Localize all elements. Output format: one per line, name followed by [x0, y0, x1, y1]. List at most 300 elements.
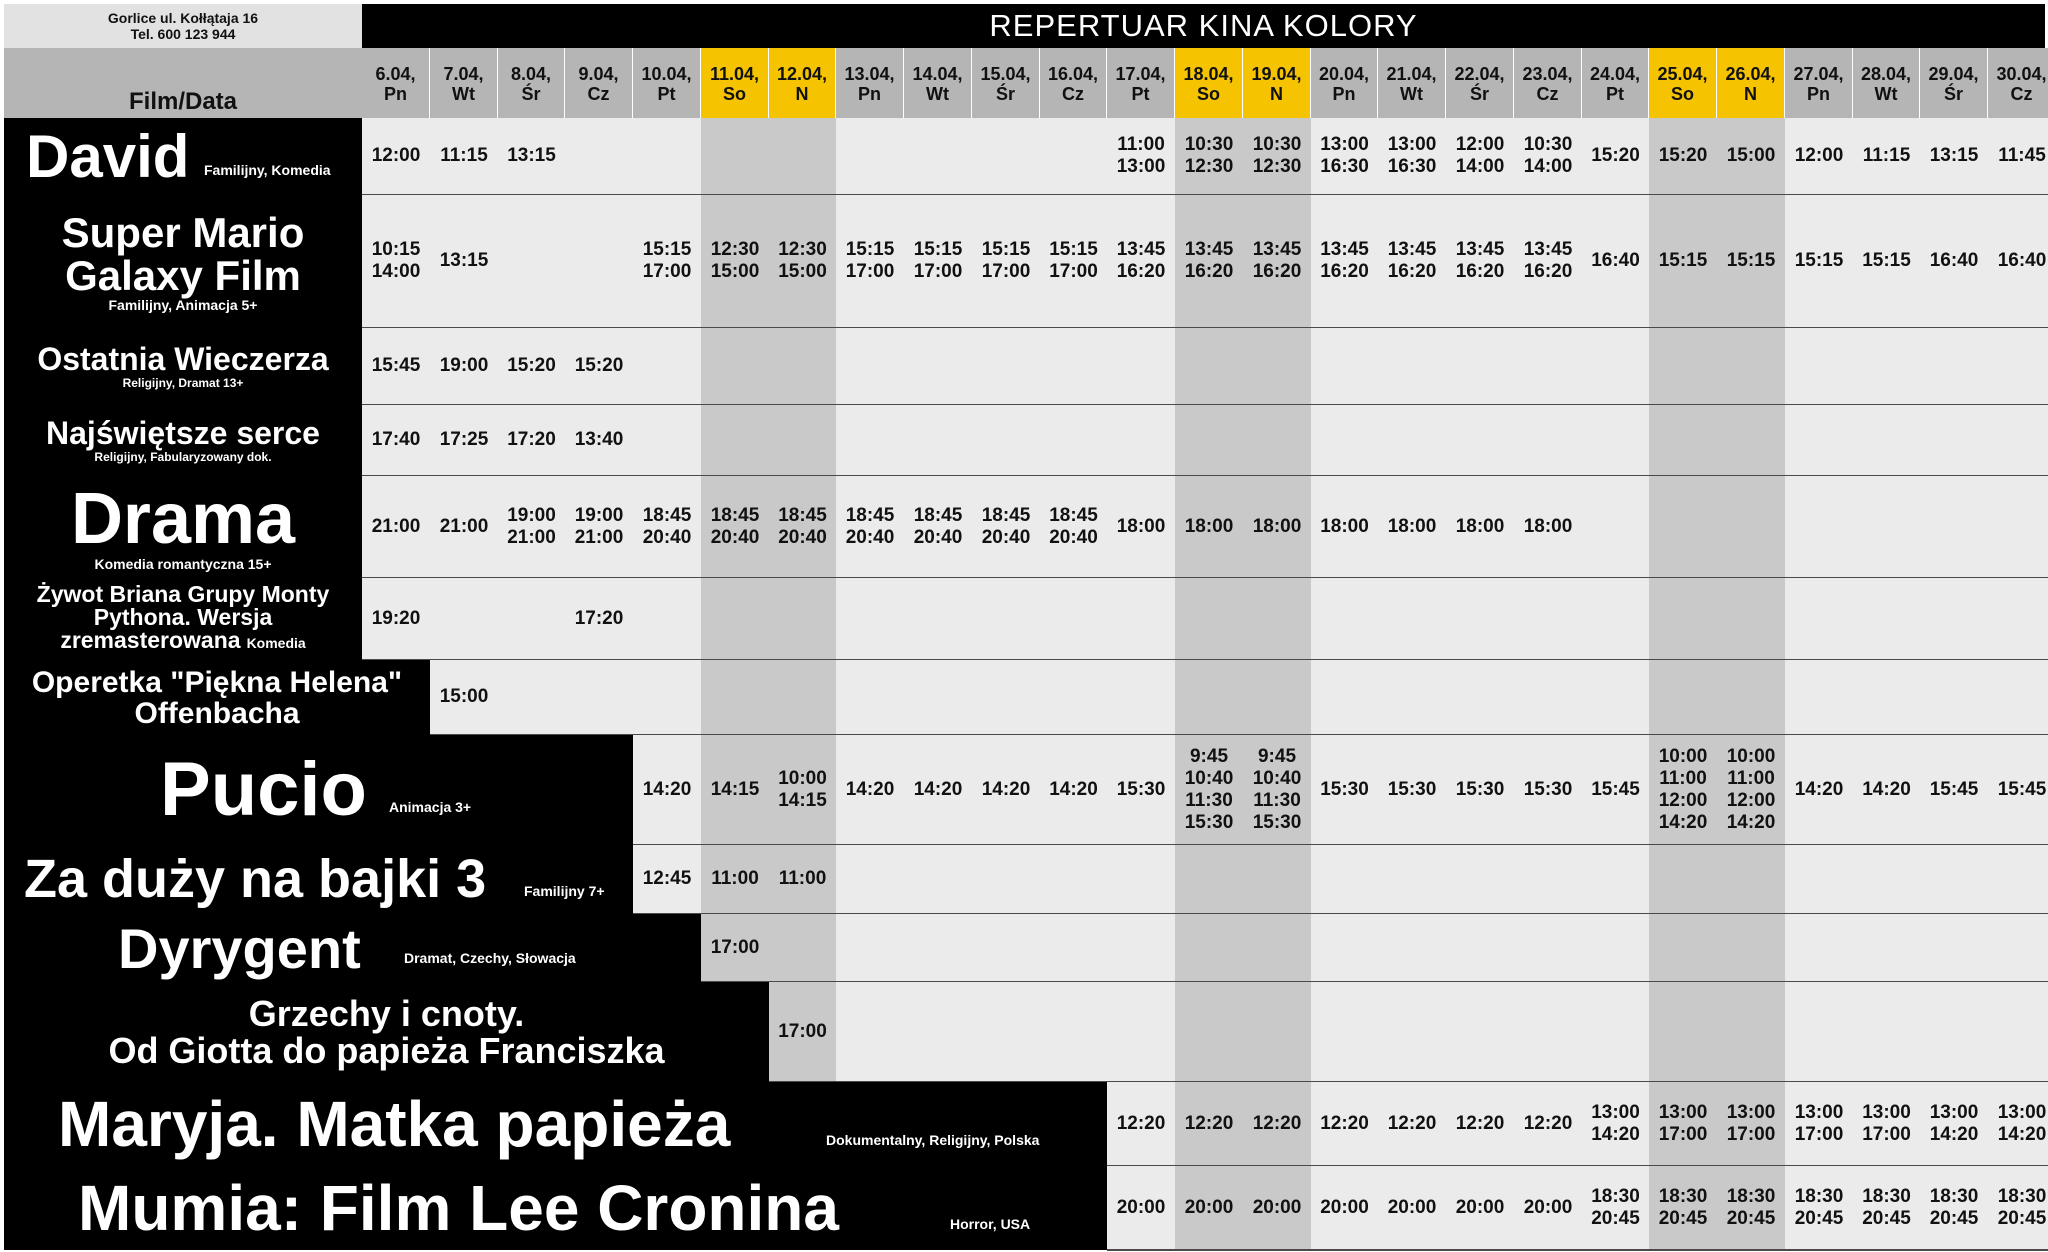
showtime: 18:00	[1387, 515, 1437, 537]
showtime-cell	[1717, 982, 1785, 1082]
showtime-cell	[1378, 1166, 1446, 1250]
showtime: 15:30	[1320, 778, 1369, 800]
showtime: 19:00	[574, 504, 624, 526]
showtime: 13:45	[1252, 239, 1302, 260]
showtime-cell	[1107, 1166, 1175, 1250]
showtime-cell	[1107, 195, 1175, 328]
showtime-cell	[633, 578, 701, 660]
showtime: 13:00	[1591, 1101, 1640, 1123]
showtime: 20:00	[1252, 1196, 1302, 1218]
showtime-cell	[1107, 118, 1175, 195]
film-title: Super Mario	[61, 208, 305, 256]
showtime: 18:00	[1523, 515, 1573, 537]
showtime: 16:40	[1997, 250, 2047, 271]
date-label: 18.04,	[1183, 64, 1234, 84]
showtime-cell	[769, 735, 836, 845]
showtime: 11:00	[778, 868, 827, 889]
showtime: 18:00	[1320, 515, 1369, 537]
showtime-cell	[1582, 195, 1649, 328]
showtime: 12:00	[1455, 134, 1505, 155]
showtime: 13:00	[1862, 1101, 1911, 1123]
showtime-cell	[1107, 328, 1175, 405]
showtime: 20:45	[1862, 1207, 1911, 1229]
showtime-cell	[1582, 660, 1649, 735]
showtime: 17:00	[1658, 1123, 1708, 1145]
showtime-cell	[1446, 660, 1514, 735]
showtime: 15:15	[845, 239, 895, 260]
showtime: 17:00	[1049, 261, 1098, 282]
showtime: 17:00	[913, 261, 963, 282]
showtime-cell	[701, 660, 769, 735]
showtime-cell	[565, 578, 633, 660]
date-header-21	[1378, 48, 1445, 118]
showtime: 17:00	[710, 936, 760, 958]
showtime: 18:30	[1929, 1185, 1979, 1207]
showtime-cell	[1785, 195, 1853, 328]
showtime: 14:20	[1794, 778, 1844, 800]
showtime-cell	[1378, 405, 1446, 476]
showtime-cell	[1988, 1166, 2048, 1250]
showtime-cell	[836, 476, 904, 578]
showtime: 18:00	[1252, 515, 1302, 537]
showtime-cell	[769, 405, 836, 476]
showtime-cell	[1311, 195, 1378, 328]
showtime-cell	[1853, 914, 1920, 982]
showtime-cell	[1988, 405, 2048, 476]
showtime-cell	[1853, 660, 1920, 735]
showtime-cell	[1988, 982, 2048, 1082]
showtime: 19:00	[439, 355, 489, 376]
film-title-cell	[4, 578, 362, 660]
film-genre: Komedia romantyczna 15+	[94, 555, 272, 572]
showtime-cell	[1378, 578, 1446, 660]
showtime-cell	[701, 118, 769, 195]
showtime-cell	[1243, 195, 1311, 328]
showtime: 20:45	[1658, 1207, 1708, 1229]
showtime: 11:15	[1862, 145, 1911, 166]
showtime-cell	[1175, 328, 1243, 405]
date-label: 16.04,	[1047, 64, 1099, 84]
showtime-cell	[1853, 982, 1920, 1082]
showtime: 15:15	[1658, 250, 1708, 271]
showtime-cell	[1175, 845, 1243, 914]
showtime: 11:45	[1998, 145, 2046, 166]
date-header-25	[1649, 48, 1716, 118]
showtime-cell	[1243, 982, 1311, 1082]
showtime-cell	[1920, 405, 1988, 476]
showtime-cell	[430, 578, 498, 660]
showtime-cell	[1311, 1166, 1378, 1250]
date-header-14	[904, 48, 971, 118]
showtime-cell	[1853, 845, 1920, 914]
showtime-cell	[1378, 735, 1446, 845]
showtime: 21:00	[507, 526, 556, 548]
film-title-cell	[4, 735, 633, 845]
showtime-cell	[1649, 845, 1717, 914]
showtime-cell	[1717, 1166, 1785, 1250]
date-label: 22.04,	[1454, 64, 1505, 84]
showtime-cell	[1582, 735, 1649, 845]
showtime-cell	[1988, 328, 2048, 405]
showtime-cell	[1107, 660, 1175, 735]
showtime-cell	[972, 735, 1040, 845]
showtime-cell	[1040, 328, 1107, 405]
showtime: 20:00	[1523, 1196, 1573, 1218]
showtime: 18:45	[913, 504, 963, 526]
date-header-22	[1446, 48, 1513, 118]
showtime-cell	[498, 660, 565, 735]
showtime-cell	[904, 476, 972, 578]
showtime-cell	[701, 735, 769, 845]
showtime-cell	[1175, 660, 1243, 735]
showtime: 15:30	[1252, 811, 1302, 833]
showtime-cell	[1649, 735, 1717, 845]
showtime: 18:45	[642, 504, 692, 526]
showtime-cell	[769, 845, 836, 914]
showtime: 20:40	[981, 526, 1031, 548]
showtime-cell	[1446, 845, 1514, 914]
showtime: 16:20	[1252, 261, 1302, 282]
showtime-cell	[1243, 914, 1311, 982]
showtime: 16:20	[1116, 261, 1166, 282]
showtime-cell	[1175, 476, 1243, 578]
showtime-cell	[633, 845, 701, 914]
showtime: 21:00	[439, 515, 489, 537]
showtime-cell	[1311, 578, 1378, 660]
date-header-7	[430, 48, 497, 118]
showtime: 12:20	[1455, 1112, 1505, 1134]
film-title: Pythona. Wersja	[93, 604, 273, 630]
showtime: 14:00	[1523, 156, 1573, 177]
film-title: Od Giotta do papieża Franciszka	[108, 1030, 665, 1071]
showtime: 20:00	[1116, 1196, 1166, 1218]
showtime: 14:20	[981, 778, 1031, 800]
showtime-cell	[430, 476, 498, 578]
showtime: 9:45	[1189, 745, 1229, 767]
showtime-cell	[1582, 845, 1649, 914]
weekday-label: Pt	[1606, 84, 1624, 104]
film-title: Dyrygent	[118, 916, 361, 980]
showtime-cell	[1175, 195, 1243, 328]
showtime-cell	[498, 195, 565, 328]
showtime: 15:15	[1862, 250, 1911, 271]
showtime-cell	[1446, 405, 1514, 476]
date-label: 24.04,	[1589, 64, 1641, 84]
film-genre: Animacja 3+	[389, 799, 472, 815]
showtime-cell	[362, 476, 430, 578]
showtime: 13:00	[1116, 156, 1166, 177]
weekday-label: So	[1196, 84, 1220, 104]
showtime-cell	[565, 476, 633, 578]
showtime-cell	[1514, 660, 1582, 735]
showtime-cell	[1243, 405, 1311, 476]
showtime: 14:20	[1658, 811, 1708, 833]
showtime: 12:45	[642, 868, 692, 889]
showtime: 11:00	[1727, 767, 1775, 789]
showtime: 12:00	[1658, 789, 1708, 811]
cinema-address-box	[4, 4, 362, 48]
showtime-cell	[430, 195, 498, 328]
film-title: Drama	[70, 478, 296, 559]
date-header-11	[701, 48, 768, 118]
showtime: 15:30	[1387, 778, 1437, 800]
showtime-cell	[1514, 982, 1582, 1082]
showtime-cell	[1446, 328, 1514, 405]
film-genre: Dokumentalny, Religijny, Polska	[826, 1132, 1040, 1148]
showtime: 20:40	[1049, 526, 1098, 548]
film-title-cell	[4, 405, 362, 476]
showtime: 18:30	[1862, 1185, 1911, 1207]
showtime-cell	[1243, 328, 1311, 405]
showtime-cell	[1920, 1166, 1988, 1250]
showtime-cell	[1649, 1166, 1717, 1250]
showtime-cell	[1920, 982, 1988, 1082]
showtime-cell	[1649, 982, 1717, 1082]
showtime-cell	[1446, 1082, 1514, 1166]
showtime: 12:30	[1184, 156, 1234, 177]
showtime-cell	[1785, 476, 1853, 578]
showtime-cell	[1175, 914, 1243, 982]
showtime: 10:30	[1252, 134, 1302, 155]
showtime-cell	[1107, 735, 1175, 845]
showtime: 15:30	[1523, 778, 1573, 800]
weekday-label: Śr	[521, 84, 541, 104]
showtime: 14:15	[778, 789, 827, 811]
showtime: 10:00	[1726, 745, 1776, 767]
showtime-cell	[1175, 1082, 1243, 1166]
showtime-cell	[1785, 1082, 1853, 1166]
showtime-cell	[362, 405, 430, 476]
showtime-cell	[430, 405, 498, 476]
date-label: 20.04,	[1318, 64, 1370, 84]
showtime: 20:45	[1997, 1207, 2047, 1229]
showtime: 20:40	[642, 526, 692, 548]
showtime-cell	[1582, 1166, 1649, 1250]
showtime-cell	[565, 660, 633, 735]
showtime-cell	[701, 845, 769, 914]
showtime: 13:15	[439, 250, 489, 271]
showtime-cell	[836, 578, 904, 660]
showtime-cell	[1107, 405, 1175, 476]
date-label: 21.04,	[1386, 64, 1437, 84]
date-header-17	[1107, 48, 1174, 118]
film-title-cell	[4, 195, 362, 328]
showtime-cell	[1040, 735, 1107, 845]
showtime-cell	[1514, 735, 1582, 845]
showtime-cell	[1175, 735, 1243, 845]
showtime: 12:20	[1387, 1112, 1437, 1134]
film-title-cell	[4, 845, 633, 914]
showtime: 20:00	[1184, 1196, 1234, 1218]
weekday-label: Śr	[1943, 84, 1963, 104]
showtime: 12:20	[1252, 1112, 1302, 1134]
weekday-label: Pn	[383, 84, 407, 104]
page-title: REPERTUAR KINA KOLORY	[362, 4, 2045, 48]
showtime: 18:45	[981, 504, 1031, 526]
film-title: Pucio	[160, 747, 367, 832]
showtime-cell	[1649, 405, 1717, 476]
date-header-24	[1582, 48, 1648, 118]
showtime-cell	[565, 405, 633, 476]
showtime: 10:30	[1184, 134, 1234, 155]
showtime-cell	[498, 476, 565, 578]
showtime-cell	[1446, 1166, 1514, 1250]
showtime: 15:00	[710, 261, 760, 282]
showtime: 17:00	[1726, 1123, 1776, 1145]
showtime-cell	[1920, 660, 1988, 735]
showtime: 12:00	[371, 145, 421, 166]
showtime: 17:00	[1794, 1123, 1844, 1145]
showtime-cell	[972, 660, 1040, 735]
showtime: 17:20	[574, 607, 624, 629]
date-label: 13.04,	[844, 64, 895, 84]
showtime-cell	[1785, 735, 1853, 845]
weekday-label: So	[722, 84, 746, 104]
showtime: 15:15	[1726, 250, 1776, 271]
showtime-cell	[836, 405, 904, 476]
showtime-cell	[1582, 914, 1649, 982]
date-header-28	[1853, 48, 1919, 118]
showtime-cell	[1514, 118, 1582, 195]
showtime-cell	[1988, 735, 2048, 845]
showtime: 15:45	[1591, 778, 1640, 800]
film-title: Ostatnia Wieczerza	[37, 341, 329, 377]
showtime-cell	[1649, 578, 1717, 660]
showtime-cell	[1785, 118, 1853, 195]
showtime: 11:30	[1185, 789, 1233, 811]
weekday-label: Cz	[2010, 84, 2033, 104]
showtime-cell	[1040, 914, 1107, 982]
showtime-cell	[1311, 735, 1378, 845]
showtime: 21:00	[371, 515, 421, 537]
showtime-cell	[836, 845, 904, 914]
showtime-cell	[701, 914, 769, 982]
showtime: 18:45	[710, 504, 760, 526]
film-genre: Komedia	[246, 635, 306, 651]
showtime: 10:00	[1658, 745, 1708, 767]
showtime: 15:00	[778, 261, 827, 282]
showtime-cell	[836, 735, 904, 845]
date-label: 26.04,	[1725, 64, 1776, 84]
showtime-cell	[972, 845, 1040, 914]
showtime-cell	[1649, 660, 1717, 735]
showtime: 15:20	[507, 355, 556, 376]
showtime-cell	[1378, 118, 1446, 195]
showtime: 17:00	[981, 261, 1031, 282]
showtime: 13:45	[1320, 239, 1369, 260]
showtime-cell	[1717, 914, 1785, 982]
showtime: 10:40	[1252, 767, 1302, 789]
showtime-cell	[1853, 1166, 1920, 1250]
showtime: 15:15	[981, 239, 1031, 260]
film-title-cell	[4, 660, 430, 735]
showtime-cell	[904, 578, 972, 660]
film-title-cell	[4, 476, 362, 578]
showtime: 18:00	[1455, 515, 1505, 537]
showtime-cell	[1446, 118, 1514, 195]
date-label: 25.04,	[1657, 64, 1708, 84]
date-header-27	[1785, 48, 1852, 118]
showtime-cell	[1649, 476, 1717, 578]
film-title-cell	[4, 982, 769, 1082]
weekday-label: Pn	[857, 84, 881, 104]
showtime: 12:30	[1252, 156, 1302, 177]
row-divider	[1107, 1249, 2048, 1251]
showtime-cell	[972, 914, 1040, 982]
film-title: Maryja. Matka papieża	[58, 1087, 731, 1160]
showtime: 14:20	[1726, 811, 1776, 833]
showtime-cell	[633, 660, 701, 735]
showtime-cell	[633, 118, 701, 195]
weekday-label: Wt	[1874, 84, 1898, 104]
showtime-cell	[1514, 578, 1582, 660]
showtime-cell	[1717, 118, 1785, 195]
film-title: Za duży na bajki 3	[24, 849, 487, 909]
showtime-cell	[430, 118, 498, 195]
showtime: 11:00	[1659, 767, 1707, 789]
weekday-label: N	[1744, 84, 1757, 104]
showtime-cell	[1920, 328, 1988, 405]
showtime: 15:45	[1929, 778, 1979, 800]
showtime: 11:30	[1253, 789, 1301, 811]
date-label: 9.04,	[578, 64, 619, 84]
showtime: 15:20	[1591, 145, 1640, 166]
showtime-cell	[1378, 328, 1446, 405]
film-genre: Familijny, Komedia	[204, 162, 331, 178]
showtime: 13:00	[1929, 1101, 1979, 1123]
showtime: 19:00	[507, 504, 556, 526]
showtime: 14:20	[913, 778, 963, 800]
showtime-cell	[1378, 660, 1446, 735]
date-header-23	[1514, 48, 1581, 118]
showtime: 14:20	[1929, 1123, 1979, 1145]
weekday-label: N	[1270, 84, 1283, 104]
showtime-cell	[1040, 195, 1107, 328]
showtime: 12:30	[710, 239, 760, 260]
showtime: 9:45	[1257, 745, 1297, 767]
showtime-cell	[1785, 578, 1853, 660]
showtime: 12:20	[1320, 1112, 1369, 1134]
showtime-cell	[1988, 118, 2048, 195]
showtime-cell	[1040, 405, 1107, 476]
date-header-15	[972, 48, 1039, 118]
showtime-cell	[633, 328, 701, 405]
date-header-20	[1311, 48, 1377, 118]
showtime-cell	[1920, 1082, 1988, 1166]
date-header-10	[633, 48, 700, 118]
showtime: 14:15	[710, 778, 760, 800]
showtime-cell	[1582, 118, 1649, 195]
film-genre: Horror, USA	[950, 1216, 1031, 1232]
showtime: 14:20	[642, 778, 692, 800]
showtime-cell	[1107, 914, 1175, 982]
showtime-cell	[1582, 982, 1649, 1082]
weekday-label: Śr	[1469, 84, 1489, 104]
film-genre: Familijny 7+	[524, 883, 605, 899]
film-title-cell	[4, 914, 701, 982]
showtime-cell	[1649, 328, 1717, 405]
showtime-cell	[1514, 195, 1582, 328]
showtime-cell	[1785, 845, 1853, 914]
showtime-cell	[1853, 195, 1920, 328]
showtime-cell	[1175, 578, 1243, 660]
film-title: Najświętsze serce	[46, 415, 320, 451]
showtime-cell	[972, 578, 1040, 660]
showtime: 11:15	[440, 145, 488, 166]
showtime-cell	[565, 195, 633, 328]
showtime: 15:20	[574, 355, 624, 376]
date-label: 8.04,	[510, 64, 552, 84]
